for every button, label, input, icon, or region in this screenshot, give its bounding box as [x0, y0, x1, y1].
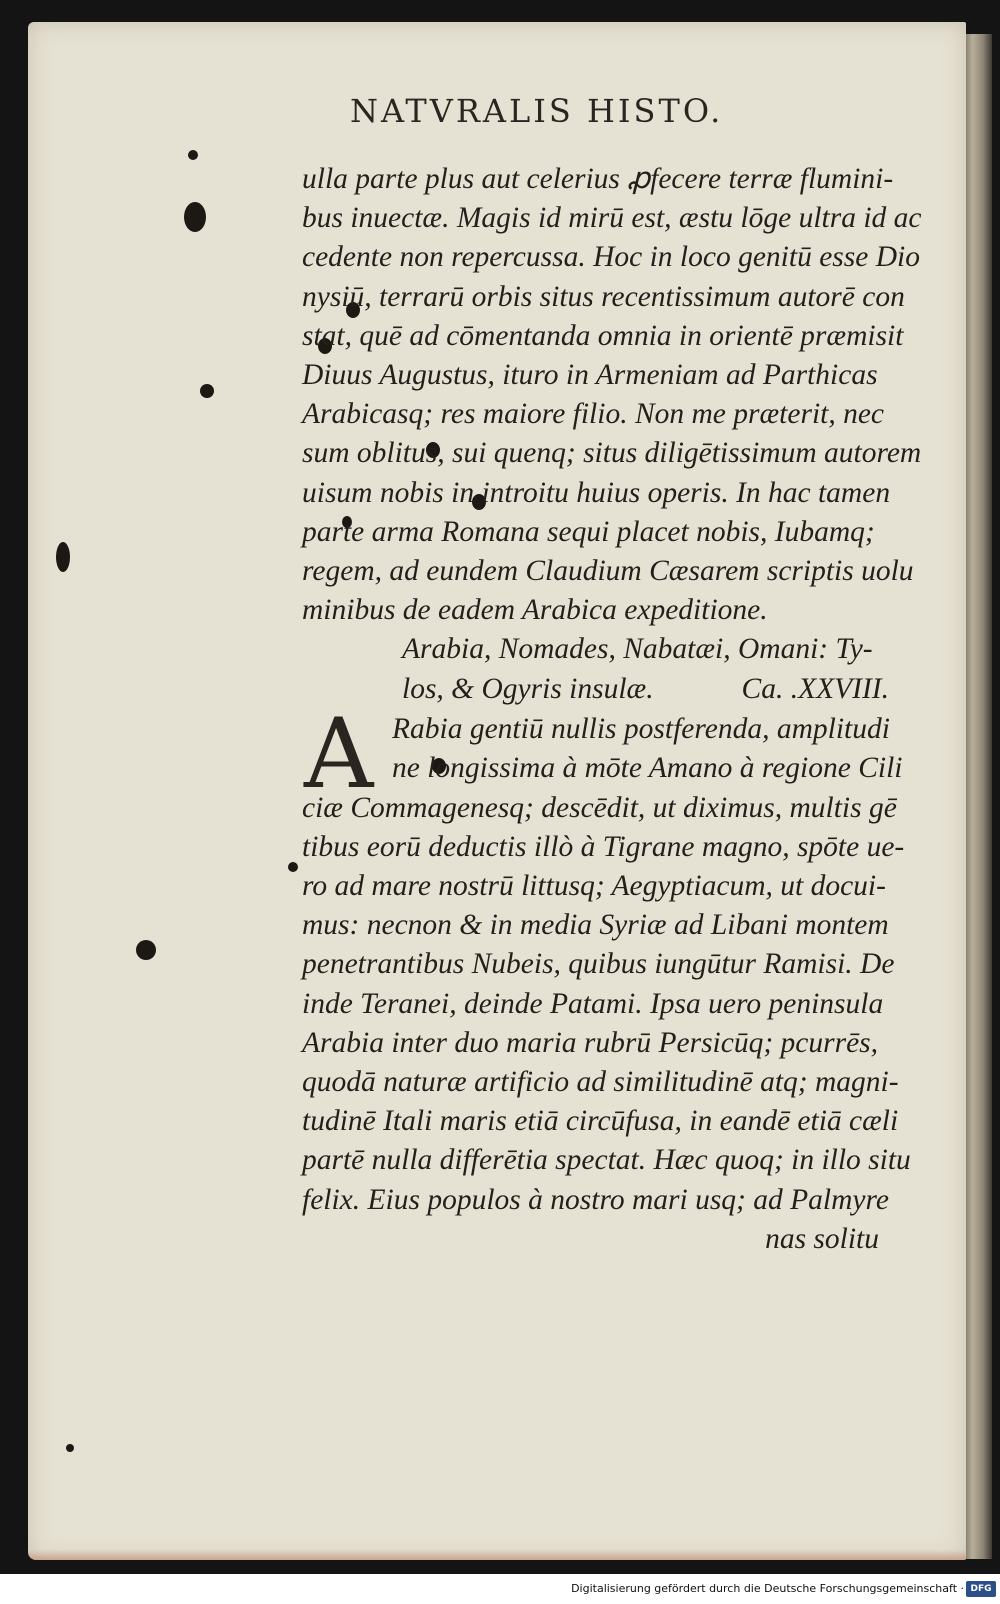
text-line: cedente non repercussa. Hoc in loco genitū esse Dio [302, 241, 920, 274]
text-line: minibus de eadem Arabica expeditione. [302, 594, 768, 627]
heading-line: Arabia, Nomades, Nabatæi, Omani: Ty- [402, 633, 873, 666]
drop-initial: A [304, 698, 374, 811]
text-line: ne longissima à mōte Amano à regione Cili [392, 752, 903, 785]
text-line: partē nulla differētia spectat. Hæc quoq; in illo situ [302, 1144, 911, 1177]
chapter-heading [302, 630, 897, 710]
dfg-logo: DFG [966, 1581, 996, 1597]
text-line: Arabia inter duo maria rubrū Persicūq; pcurrēs, [302, 1026, 879, 1059]
chapter-number: Ca. .XXVIII. [741, 673, 889, 706]
footer-credit: Digitalisierung gefördert durch die Deutsche Forschungsgemeinschaft · [571, 1582, 964, 1595]
text-line: quodā naturæ artificio ad similitudinē atq; magni- [302, 1065, 899, 1098]
text-line: inde Teranei, deinde Patami. Ipsa uero peninsula [302, 987, 884, 1020]
digitization-footer [0, 1574, 1000, 1604]
text-line: penetrantibus Nubeis, quibus iungūtur Ramisi. De [302, 948, 895, 981]
text-line: ro ad mare nostrū littusq; Aegyptiacum, ut docui- [302, 870, 886, 902]
text-line: regem, ad eundem Claudium Cæsarem scriptis uolu [302, 554, 914, 587]
catchword: nas solitu [765, 1222, 879, 1255]
ink-spot [184, 202, 206, 232]
ink-spot [66, 1444, 74, 1452]
text-line: ulla parte plus aut celerius ꝓfecere terræ flumini- [302, 163, 894, 195]
text-line: sum oblitus, sui quenq; situs diligētissimum autorem [302, 437, 922, 470]
text-line: bus inuectæ. Magis id mirū est, æstu lōge ultra id ac [302, 202, 922, 235]
text-line: nysiū, terrarū orbis situs recentissimum autorē con [302, 280, 905, 313]
heading-line [402, 670, 897, 710]
text-column [302, 160, 922, 1259]
ink-spot [56, 542, 70, 572]
ink-spot [188, 150, 198, 160]
text-line: Arabicasq; res maiore filio. Non me præterit, nec [302, 398, 885, 431]
text-line: felix. Eius populos à nostro mari usq; ad Palmyre [302, 1183, 889, 1216]
text-line: Diuus Augustus, ituro in Armeniam ad Parthicas [302, 358, 878, 391]
text-line: parte arma Romana sequi placet nobis, Iubamq; [302, 515, 875, 548]
heading-text: los, & Ogyris insulæ. [402, 673, 654, 706]
ink-spot [136, 940, 156, 960]
page-edge [962, 34, 992, 1559]
ink-spot [200, 384, 214, 398]
paragraph-1 [302, 160, 922, 630]
text-line: Rabia gentiū nullis postferenda, amplitudi [392, 713, 890, 746]
text-line: ciæ Commagenesq; descēdit, ut diximus, multis gē [302, 791, 897, 824]
text-line: mus: necnon & in media Syriæ ad Libani montem [302, 909, 889, 942]
ink-spot [288, 862, 298, 872]
running-head: NATVRALIS HISTO. [350, 92, 724, 130]
text-line: tibus eorū deductis illò à Tigrane magno, spōte ue- [302, 830, 905, 863]
text-line: tudinē Itali maris etiā circūfusa, in eandē etiā cæli [302, 1105, 899, 1138]
text-line: uisum nobis in introitu huius operis. In hac tamen [302, 476, 891, 509]
paragraph-2 [302, 698, 911, 1259]
text-line: stat, quē ad cōmentanda omnia in orientē præmisit [302, 319, 904, 352]
